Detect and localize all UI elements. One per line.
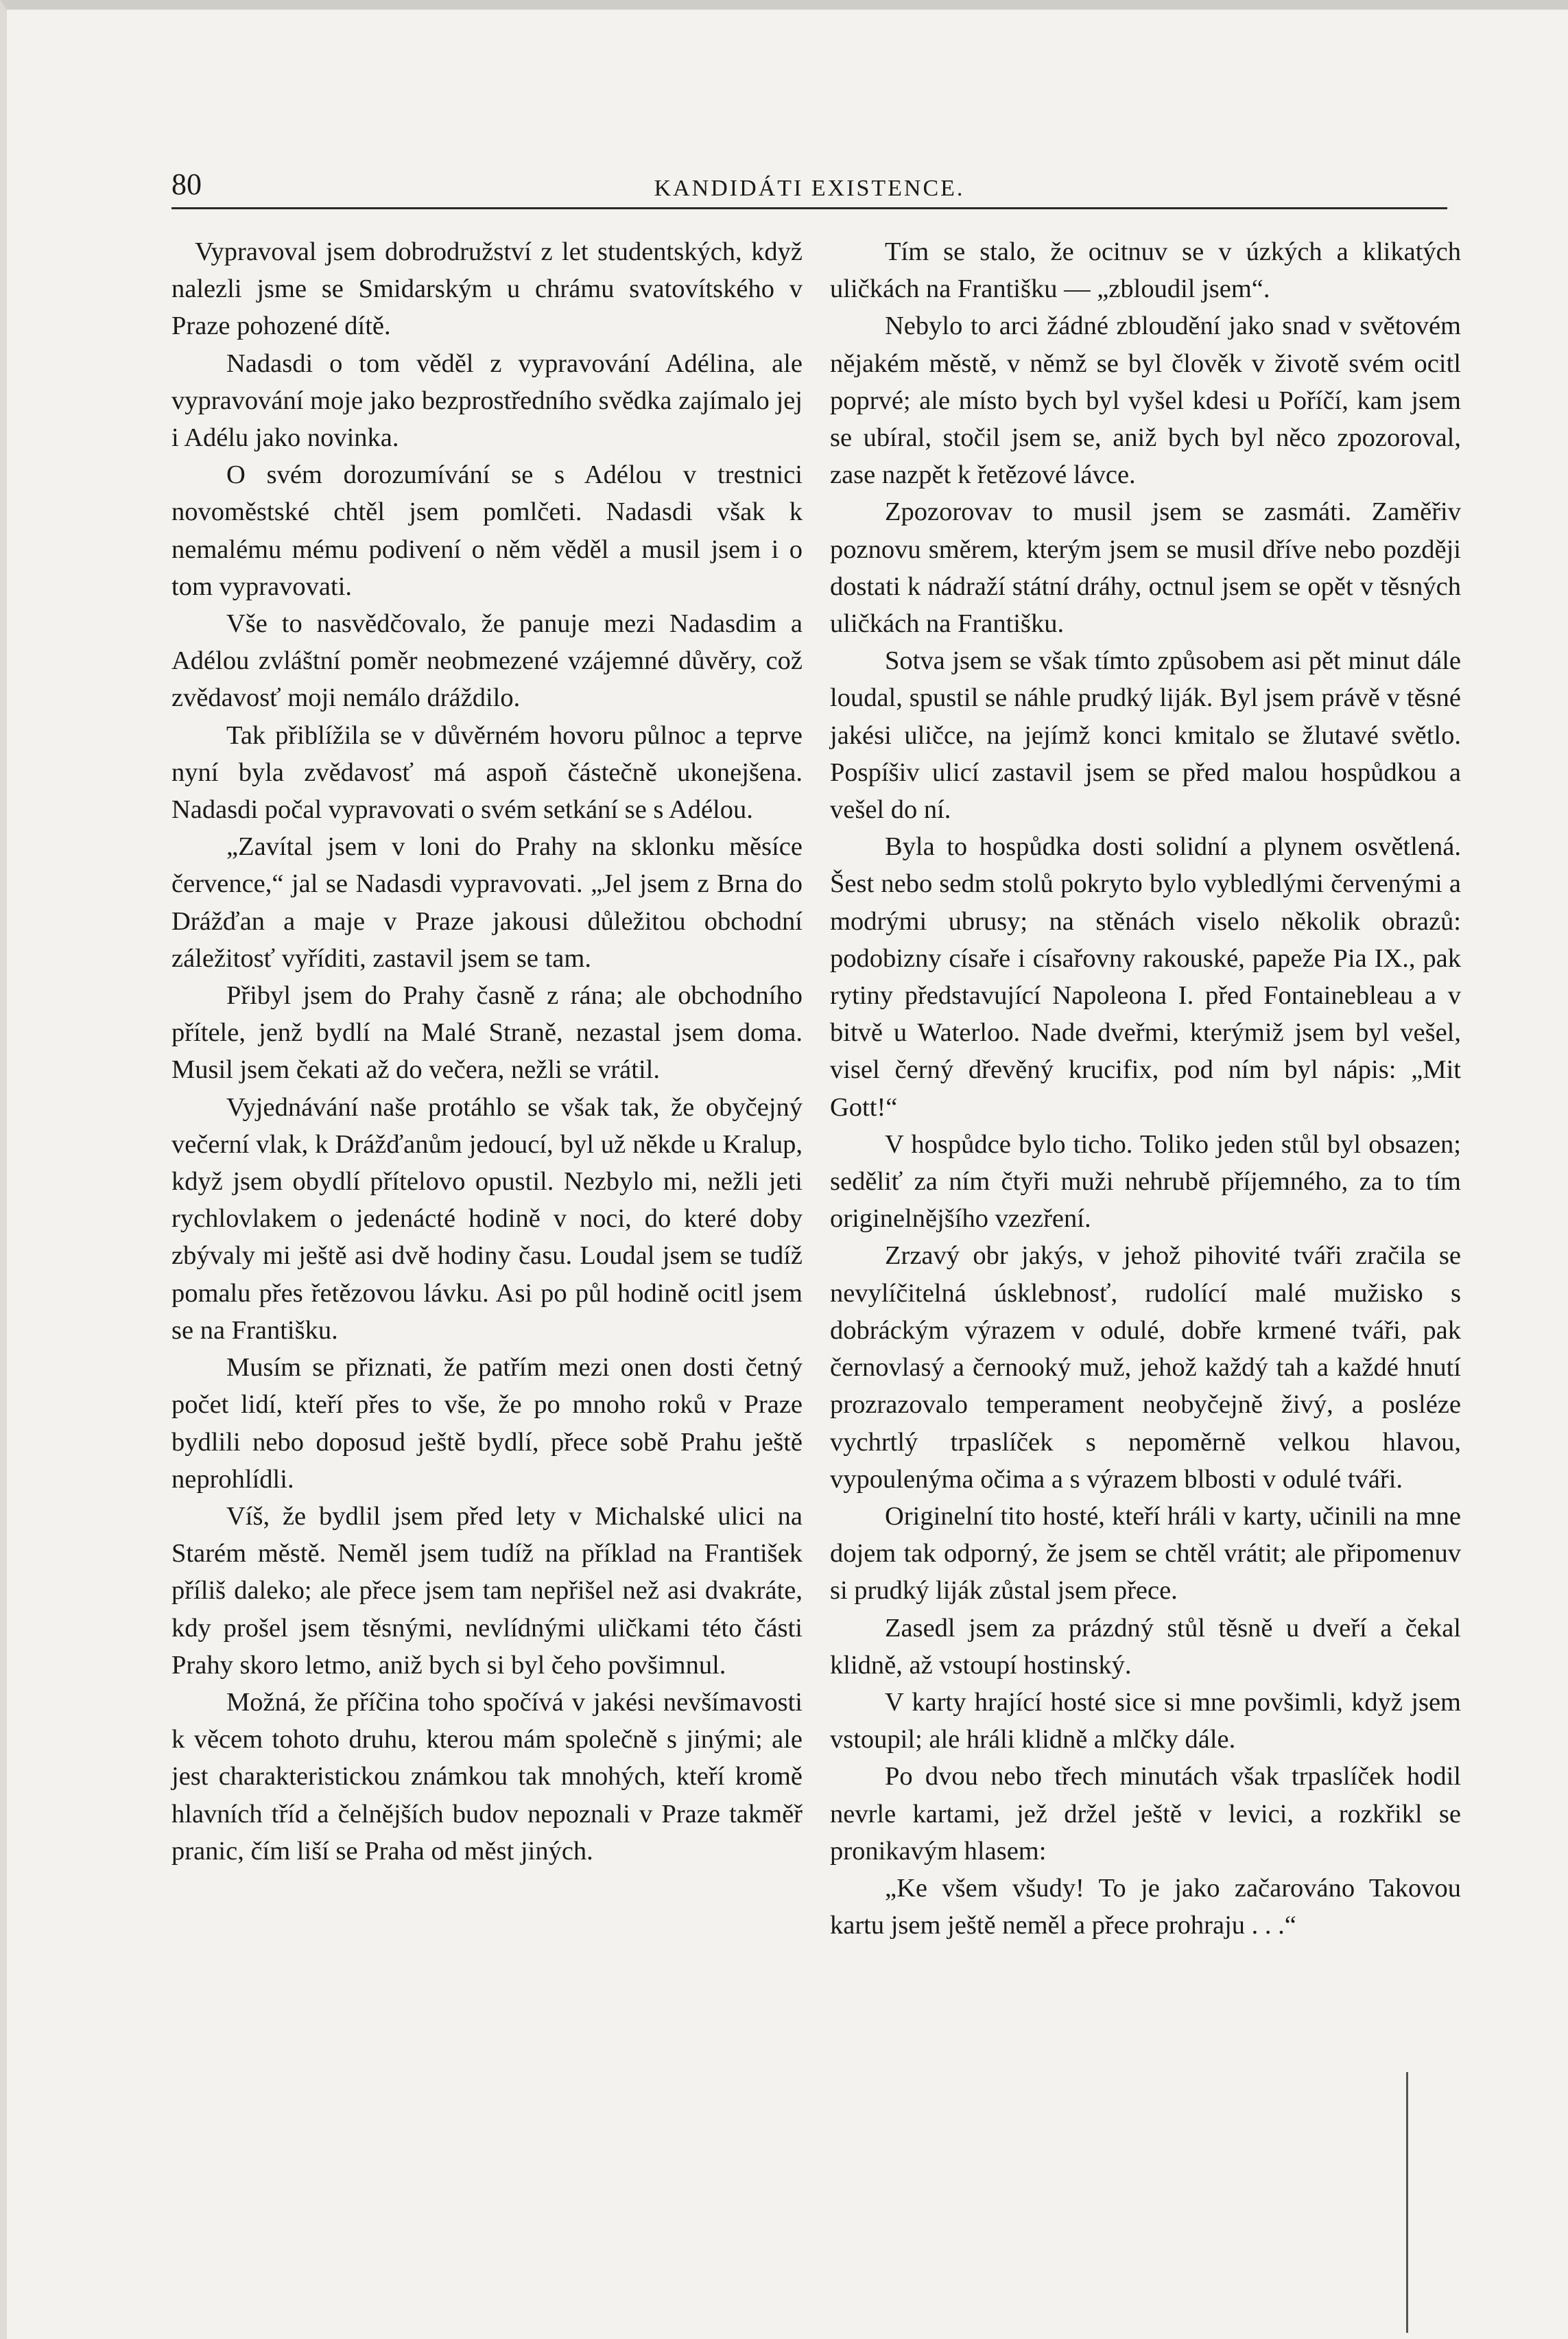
paragraph: Zpozorovav to musil jsem se zasmáti. Zaměřiv poznovu směrem, kterým jsem se musil dříve nebo později dostati k nádraží státní dráhy, octnul jsem se opět v těsných uličkách na Františku. <box>830 497 1461 639</box>
paragraph: Vypravoval jsem dobrodružství z let studentských, když nalezli jsme se Smidarským u chrámu svatovítského v Praze pohozené dítě. <box>171 237 803 341</box>
paragraph: Po dvou nebo třech minutách však trpaslíček hodil nevrle kartami, jež držel ještě v levici, a rozkřikl se pronikavým hlasem: <box>830 1762 1461 1866</box>
paragraph: Tím se stalo, že ocitnuv se v úzkých a klikatých uličkách na Františku — „zbloudil jsem“. <box>830 237 1461 304</box>
page-header <box>171 166 1447 209</box>
paragraph: Sotva jsem se však tímto způsobem asi pět minut dále loudal, spustil se náhle prudký liják. Byl jsem právě v těsné jakési uličce, na jejímž konci kmitalo se žlutavé světlo. Pospíšiv ulicí zastavil jsem se před malou hospůdkou a vešel do ní. <box>830 646 1461 825</box>
left-column <box>171 233 803 1870</box>
paragraph: Zrzavý obr jakýs, v jehož pihovité tváři zračila se nevylíčitelná úsklebnosť, rudolící malé mužisko s dobráckým výrazem v odulé, dobře krmené tváři, pak černovlasý a černooký muž, jehož každý tah a každé hnutí prozrazovalo temperament neobyčejně živý, a posléze vychrtlý trpaslíček s nepoměrně velkou hlavou, vypoulenýma očima a s výrazem blbosti v odulé tváři. <box>830 1241 1461 1494</box>
page-number: 80 <box>171 167 202 201</box>
paragraph: Musím se přiznati, že patřím mezi onen dosti četný počet lidí, kteří přes to vše, že po mnoho roků v Praze bydlili nebo doposud ještě bydlí, přece sobě Prahu ještě neprohlídli. <box>171 1353 803 1494</box>
paragraph: Možná, že příčina toho spočívá v jakési nevšímavosti k věcem tohoto druhu, kterou mám společně s jinými; ale jest charakteristickou známkou tak mnohých, kteří kromě hlavních tříd a čelnějších budov nepoznali v Praze takměř pranic, čím liší se Praha od měst jiných. <box>171 1687 803 1866</box>
paragraph: Tak přiblížila se v důvěrném hovoru půlnoc a teprve nyní byla zvědavosť má aspoň částečně ukonejšena. Nadasdi počal vypravovati o svém setkání se s Adélou. <box>171 720 803 825</box>
running-title: KANDIDÁTI EXISTENCE. <box>654 176 965 201</box>
paragraph: Víš, že bydlil jsem před lety v Michalské ulici na Starém městě. Neměl jsem tudíž na příklad na František příliš daleko; ale přece jsem tam nepřišel než asi dvakráte, kdy prošel jsem těsnými, nevlídnými uličkami této části Prahy skoro letmo, aniž bych si byl čeho povšimnul. <box>171 1501 803 1680</box>
paragraph: V karty hrající hosté sice si mne povšimli, když jsem vstoupil; ale hráli klidně a mlčky dále. <box>830 1687 1461 1754</box>
paragraph: Zasedl jsem za prázdný stůl těsně u dveří a čekal klidně, až vstoupí hostinský. <box>830 1613 1461 1680</box>
paragraph: Vyjednávání naše protáhlo se však tak, že obyčejný večerní vlak, k Drážďanům jedoucí, byl už někde u Kralup, když jsem obydlí přítelovo opustil. Nezbylo mi, nežli jeti rychlovlakem o jedenácté hodině v noci, do které doby zbývaly mi ještě asi dvě hodiny času. Loudal jsem se tudíž pomalu přes řetězovou lávku. Asi po půl hodině ocitl jsem se na Františku. <box>171 1092 803 1345</box>
paragraph: Přibyl jsem do Prahy časně z rána; ale obchodního přítele, jenž bydlí na Malé Straně, nezastal jsem doma. Musil jsem čekati až do večera, nežli se vrátil. <box>171 981 803 1085</box>
right-column <box>830 233 1461 1944</box>
paragraph: V hospůdce bylo ticho. Toliko jeden stůl byl obsazen; seděliť za ním čtyři muži nehrubě příjemného, za to tím originelnějšího vzezření. <box>830 1129 1461 1234</box>
paragraph: Nadasdi o tom věděl z vypravování Adélina, ale vypravování moje jako bezprostředního svědka zajímalo jej i Adélu jako novinka. <box>171 349 803 453</box>
margin-mark <box>1406 2072 1408 2333</box>
paragraph: „Zavítal jsem v loni do Prahy na sklonku měsíce července,“ jal se Nadasdi vypravovati. „Jel jsem z Brna do Drážďan a maje v Praze jakousi důležitou obchodní záležitosť vyříditi, zastavil jsem se tam. <box>171 832 803 973</box>
paragraph: Originelní tito hosté, kteří hráli v karty, učinili na mne dojem tak odporný, že jsem se chtěl vrátit; ale připomenuv si prudký liják zůstal jsem přece. <box>830 1501 1461 1606</box>
paragraph: Vše to nasvědčovalo, že panuje mezi Nadasdim a Adélou zvláštní poměr neobmezené vzájemné důvěry, což zvědavosť moji nemálo dráždilo. <box>171 609 803 713</box>
paragraph: Byla to hospůdka dosti solidní a plynem osvětlená. Šest nebo sedm stolů pokryto bylo vybledlými červenými a modrými ubrusy; na stěnách viselo několik obrazů: podobizny císaře i císařovny rakouské, papeže Pia IX., pak rytiny představující Napoleona I. před Fontainebleau a v bitvě u Waterloo. Nade dveřmi, kterýmiž jsem byl vešel, visel černý dřevěný krucifix, pod ním byl nápis: „Mit Gott!“ <box>830 832 1461 1122</box>
paragraph: „Ke všem všudy! To je jako začarováno Takovou kartu jsem ještě neměl a přece prohraju . . .“ <box>830 1873 1461 1940</box>
paragraph: Nebylo to arci žádné zbloudění jako snad v světovém nějakém městě, v němž se byl člověk v životě svém ocitl poprvé; ale místo bych byl vyšel kdesi u Poříčí, kam jsem se ubíral, stočil jsem se, aniž bych byl něco zpozoroval, zase nazpět k řetězové lávce. <box>830 312 1461 490</box>
paragraph: O svém dorozumívání se s Adélou v trestnici novoměstské chtěl jsem pomlčeti. Nadasdi však k nemalému mému podivení o něm věděl a musil jsem i o tom vypravovati. <box>171 460 803 601</box>
